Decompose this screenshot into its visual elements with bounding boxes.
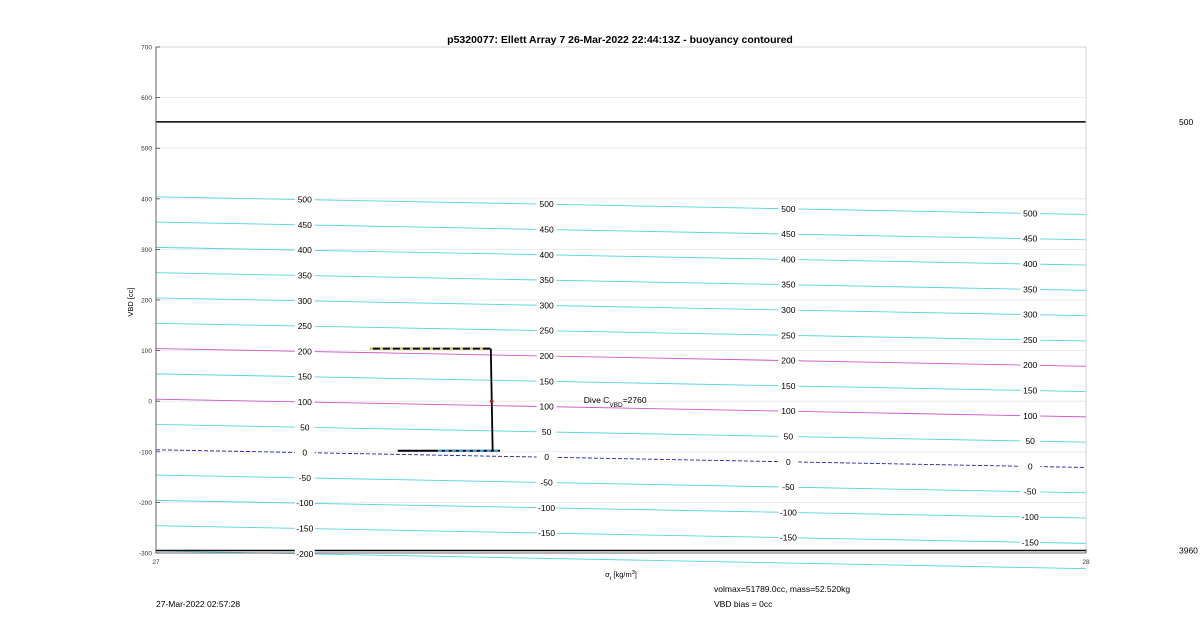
contour-label-2-450: 450 xyxy=(781,229,796,240)
contour-label-0-100: 100 xyxy=(297,397,312,408)
y-tick-label: 700 xyxy=(141,44,152,52)
y-tick-label: 600 xyxy=(141,95,152,103)
contour-label-2-150: 150 xyxy=(781,380,796,391)
contour-label-1-300: 300 xyxy=(539,300,554,311)
contour-label-3-450: 450 xyxy=(1023,233,1038,244)
contour-label-1--50: -50 xyxy=(540,477,553,488)
contour-label-1-200: 200 xyxy=(539,351,554,362)
y-tick-label: 0 xyxy=(148,398,152,406)
contour-label-2-50: 50 xyxy=(783,431,794,442)
contour-label-3-500: 500 xyxy=(1023,208,1038,219)
contour-label-1-450: 450 xyxy=(539,224,554,235)
x-label-superscript: 3 xyxy=(631,570,635,576)
contour-label-3-300: 300 xyxy=(1023,309,1038,320)
contour-label-3--150: -150 xyxy=(1021,537,1039,548)
contour-label-1-400: 400 xyxy=(539,249,554,260)
footer-timestamp: 27-Mar-2022 02:57:28 xyxy=(156,599,241,609)
contour-label-1--150: -150 xyxy=(538,528,556,539)
contour-label-0--100: -100 xyxy=(296,498,314,509)
contour-label-2--100: -100 xyxy=(779,507,797,518)
contour-label-2-0: 0 xyxy=(786,456,791,467)
y-tick-label: 100 xyxy=(141,348,152,356)
contour-label-2--150: -150 xyxy=(779,532,797,543)
contour-label-3--50: -50 xyxy=(1024,486,1037,497)
contour-label-0-500: 500 xyxy=(297,194,312,205)
contour-label-1-0: 0 xyxy=(544,452,549,463)
x-label-unit-close: ] xyxy=(634,570,637,579)
y-tick-label: 300 xyxy=(141,246,152,254)
y-tick-label: -200 xyxy=(138,499,152,507)
contour-label-3-150: 150 xyxy=(1023,385,1038,396)
contour-label-2-100: 100 xyxy=(781,406,796,417)
contour-label-1-350: 350 xyxy=(539,275,554,286)
contour-label-2-400: 400 xyxy=(781,254,796,265)
contour-label-2-500: 500 xyxy=(781,203,796,214)
contour-label-0--50: -50 xyxy=(298,472,311,483)
contour-label-3-350: 350 xyxy=(1023,284,1038,295)
contour-label-3-0: 0 xyxy=(1027,461,1033,472)
contour-label-0-0: 0 xyxy=(302,447,308,458)
annotation-suffix: =2760 xyxy=(622,395,647,406)
contour-label-0-50: 50 xyxy=(300,422,310,433)
contour-label-1-50: 50 xyxy=(541,426,552,437)
contour-label-0-400: 400 xyxy=(297,245,312,256)
annotation-prefix: Dive C xyxy=(583,395,610,406)
x-label-symbol: σ xyxy=(605,570,610,579)
contour-label-2-250: 250 xyxy=(781,330,796,341)
contour-label-0-350: 350 xyxy=(297,270,312,281)
x-label-subscript: t xyxy=(609,576,612,582)
x-label-unit: [kg/m xyxy=(611,570,632,579)
annotation-subscript: VBD xyxy=(609,401,623,409)
y-axis-label: VBD [cc] xyxy=(126,287,135,317)
contour-label-3--100: -100 xyxy=(1021,512,1039,523)
contour-label-0-200: 200 xyxy=(297,346,312,357)
contour-label-3-250: 250 xyxy=(1023,334,1038,345)
contour-label-1-250: 250 xyxy=(539,325,554,336)
contour-label-0-250: 250 xyxy=(297,321,312,332)
contour-label-1-500: 500 xyxy=(539,199,554,210)
contour-label-0-300: 300 xyxy=(297,295,312,306)
contour-label-0--200: -200 xyxy=(296,548,314,559)
limit-line-label-0: 500 xyxy=(1179,116,1194,127)
contour-label-0-150: 150 xyxy=(297,371,312,382)
contour-label-3-200: 200 xyxy=(1023,360,1038,371)
contour-label-2--50: -50 xyxy=(782,482,795,493)
contour-label-0--150: -150 xyxy=(296,523,314,534)
dive-trace-marker xyxy=(490,399,494,403)
contour-label-2-200: 200 xyxy=(781,355,796,366)
x-tick-label: 28 xyxy=(1082,559,1090,566)
contour-label-3-50: 50 xyxy=(1025,436,1035,447)
contour-label-1--100: -100 xyxy=(538,502,556,513)
footer-vbd-bias: VBD bias = 0cc xyxy=(714,599,773,609)
y-tick-label: 400 xyxy=(141,196,152,204)
contour-label-1-100: 100 xyxy=(539,401,554,412)
contour-label-2-350: 350 xyxy=(781,279,796,290)
contour-label-0-450: 450 xyxy=(297,219,312,230)
contour-label-2-300: 300 xyxy=(781,305,796,316)
limit-line-label-1: 3960 xyxy=(1179,545,1198,556)
x-tick-label: 27 xyxy=(152,559,160,566)
contour-label-3-100: 100 xyxy=(1023,410,1038,421)
contour-label-1-150: 150 xyxy=(539,376,554,387)
chart-title: p5320077: Ellett Array 7 26-Mar-2022 22:44:13Z - buoyancy contoured xyxy=(447,34,793,46)
y-tick-label: 200 xyxy=(141,297,152,305)
y-tick-label: 500 xyxy=(141,145,152,153)
contour-label-3-400: 400 xyxy=(1023,259,1038,270)
y-tick-label: -100 xyxy=(138,449,152,457)
footer-volmax: volmax=51789.0cc, mass=52.520kg xyxy=(714,584,851,594)
y-tick-label: -300 xyxy=(138,550,152,558)
